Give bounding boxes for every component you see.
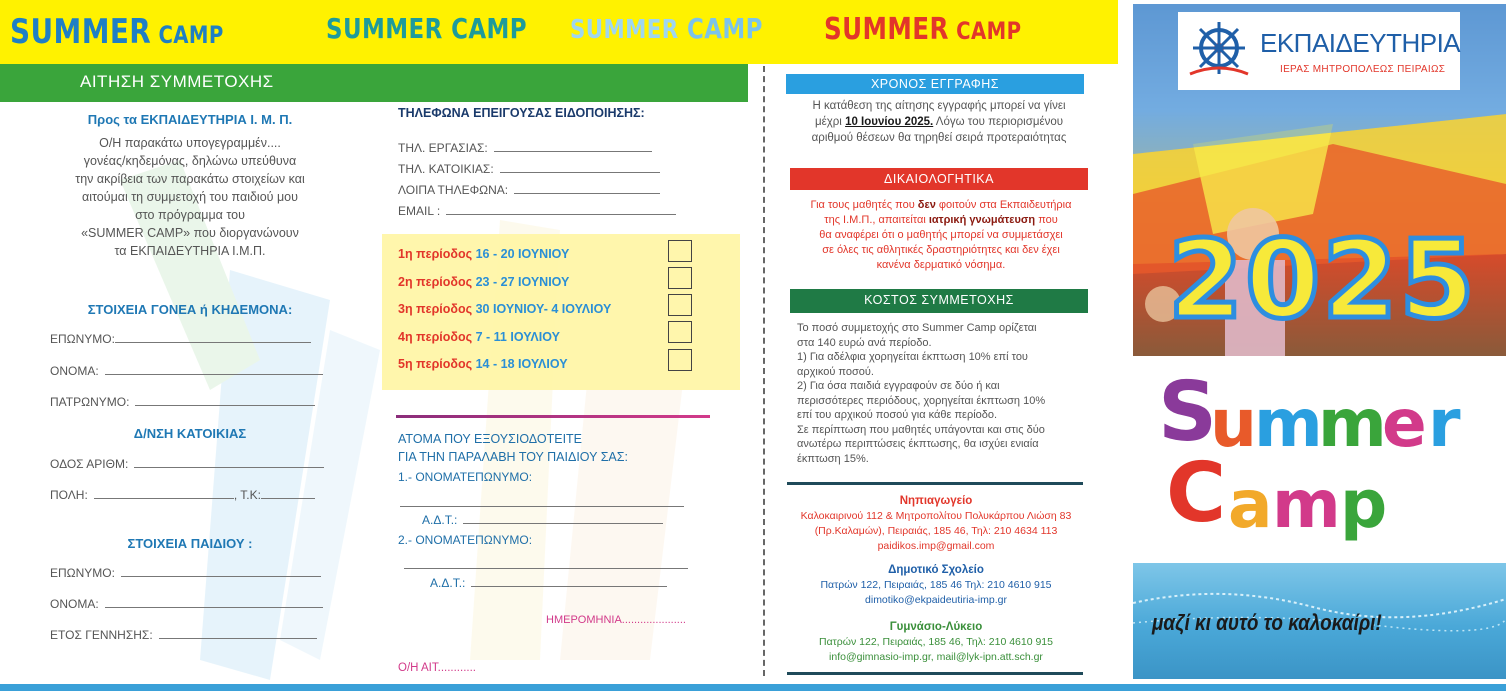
addressee: Προς τα ΕΚΠΑΙΔΕΥΤΗΡΙΑ Ι. Μ. Π.	[87, 112, 293, 127]
pickup-person-1-line	[400, 506, 684, 507]
letter-e: e	[1382, 385, 1427, 462]
parent-section-title: ΣΤΟΙΧΕΙΑ ΓΟΝΕΑ ή ΚΗΔΕΜΟΝΑ:	[87, 302, 293, 317]
logo-subtitle: ΙΕΡΑΣ ΜΗΤΡΟΠΟΛΕΩΣ ΠΕΙΡΑΙΩΣ	[1280, 64, 1446, 75]
period-4-checkbox[interactable]	[668, 321, 692, 343]
pickup-id-2-field[interactable]: Α.Δ.Τ.:	[430, 576, 667, 590]
work-phone-field[interactable]: ΤΗΛ. ΕΡΓΑΣΙΑΣ:	[398, 141, 652, 155]
letter-a: a	[1228, 466, 1273, 543]
kindergarten-contact: Νηπιαγωγείο Καλοκαιρινού 112 & Μητροπολίτου Πολυκάρπου Λιώση 83 (Πρ.Καλαμών), Πειραιάς, 185 46, Τηλ: 210 4634 113 paidikos.imp@gmail.com	[800, 495, 1072, 552]
fold-line	[763, 66, 765, 676]
letter-p: p	[1340, 466, 1388, 543]
banner-summer-camp-4: SUMMER CAMP	[824, 12, 1022, 47]
contacts-top-rule	[787, 482, 1083, 485]
letter-m2: m	[1318, 385, 1387, 462]
banner-summer-camp-1: SUMMER CAMP	[10, 12, 224, 52]
period-4: 4η περίοδος 7 - 11 ΙΟΥΛΙΟΥ	[398, 330, 560, 344]
documents-title: ΔΙΚΑΙΟΛΟΓΗΤΙΚΑ	[790, 168, 1088, 190]
father-name-field[interactable]: ΠΑΤΡΩΝΥΜΟ:	[50, 395, 315, 409]
period-2: 2η περίοδος 23 - 27 ΙΟΥΝΙΟΥ	[398, 275, 570, 289]
primary-contact: Δημοτικό Σχολείο Πατρών 122, Πειραιάς, 185 46 Τηλ: 210 4610 915 dimotiko@ekpaideutiria-imp.gr	[820, 564, 1052, 606]
pickup-person-1-field[interactable]: 1.- ΟΝΟΜΑΤΕΠΩΝΥΜΟ:	[398, 470, 533, 484]
school-logo	[1178, 12, 1460, 90]
documents-text: Για τους μαθητές που δεν φοιτούν στα Εκπαιδευτήρια της Ι.Μ.Π., απαιτείται ιατρική γνωμάτευση που θα αναφέρει ότι ο μαθητής μπορεί να συμμετάσχει σε όλες τις αθλητικές δραστηριότητες και δεν έχει κανένα δερματικό νόσημα.	[810, 199, 1072, 271]
bottom-strip	[0, 684, 1506, 691]
letter-m3: m	[1272, 466, 1341, 543]
cost-text: Το ποσό συμμετοχής στο Summer Camp ορίζεται στα 140 ευρώ ανά περίοδο. 1) Για αδέλφια χορηγείται έκπτωση 10% επί του αρχικού ποσού. 2) Για όσα παιδιά εγγραφούν σε δύο ή και περισσότερες περιόδους, χορηγείται έκπτωση 10% επί του αρχικού ποσού για κάθε περίοδο. Σε περίπτωση που μαθητές υπάγονται και στις δύο ανωτέρω περιπτώσεις έκπτωσης, θα ισχύει ενιαία έκπτωση 15%.	[797, 322, 1046, 465]
logo-title: ΕΚΠΑΙΔΕΥΤΗΡΙΑ	[1260, 28, 1461, 58]
child-name-field[interactable]: ΟΝΟΜΑ:	[50, 597, 323, 611]
banner-summer-camp-2: SUMMER CAMP	[326, 12, 528, 45]
cost-title: ΚΟΣΤΟΣ ΣΥΜΜΕΤΟΧΗΣ	[790, 289, 1088, 313]
pickup-id-1-field[interactable]: Α.Δ.Τ.:	[422, 513, 663, 527]
other-phones-field[interactable]: ΛΟΙΠΑ ΤΗΛΕΦΩΝΑ:	[398, 183, 660, 197]
period-5-checkbox[interactable]	[668, 349, 692, 371]
period-3-checkbox[interactable]	[668, 294, 692, 316]
child-surname-field[interactable]: ΕΠΩΝΥΜΟ:	[50, 566, 321, 580]
intro-text: Ο/Η παρακάτω υπογεγραμμέν.... γονέας/κηδεμόνας, δηλώνω υπεύθυνα την ακρίβεια των παρακάτω στοιχείων και αιτούμαι τη συμμετοχή του παιδιού μου στο πρόγραμμα του «SUMMER CAMP» που διοργανώνουν τα ΕΚΠΑΙΔΕΥΤΗΡΙΑ Ι.Μ.Π.	[75, 136, 305, 258]
letter-m1: m	[1254, 385, 1323, 462]
letter-u: u	[1210, 385, 1257, 462]
city-postcode-field[interactable]: ΠΟΛΗ: , Τ.Κ:	[50, 488, 315, 502]
street-field[interactable]: ΟΔΟΣ ΑΡΙΘΜ:	[50, 457, 324, 471]
pickup-person-2-line	[404, 568, 688, 569]
slogan: μαζί κι αυτό το καλοκαίρι!	[1152, 610, 1382, 635]
phones-section-title: ΤΗΛΕΦΩΝΑ ΕΠΕΙΓΟΥΣΑΣ ΕΙΔΟΠΟΙΗΣΗΣ:	[398, 106, 645, 120]
pickup-title: ΑΤΟΜΑ ΠΟΥ ΕΞΟΥΣΙΟΔΟΤΕΙΤΕ ΓΙΑ ΤΗΝ ΠΑΡΑΛΑΒΗ ΤΟΥ ΠΑΙΔΙΟΥ ΣΑΣ:	[398, 432, 628, 464]
child-section-title: ΣΤΟΙΧΕΙΑ ΠΑΙΔΙΟΥ :	[127, 536, 253, 551]
period-1: 1η περίοδος 16 - 20 ΙΟΥΝΙΟΥ	[398, 247, 570, 261]
date-field[interactable]: ΗΜΕΡΟΜΗΝΙΑ.....................	[546, 614, 686, 626]
parent-name-field[interactable]: ΟΝΟΜΑ:	[50, 364, 323, 378]
registration-text: Η κατάθεση της αίτησης εγγραφής μπορεί να γίνει μέχρι 10 Ιουνίου 2025. Λόγω του περιορισμένου αριθμού θέσεων θα τηρηθεί σειρά προτεραιότητας	[811, 100, 1067, 144]
application-title: ΑΙΤΗΣΗ ΣΥΜΜΕΤΟΧΗΣ	[80, 72, 274, 91]
application-title-bar	[0, 64, 748, 102]
banner-summer-camp-3: SUMMER CAMP	[570, 12, 763, 45]
letter-r: r	[1428, 385, 1461, 462]
letter-C: C	[1166, 446, 1227, 541]
email-field[interactable]: EMAIL :	[398, 204, 676, 218]
letter-S: S	[1158, 365, 1218, 460]
period-2-checkbox[interactable]	[668, 267, 692, 289]
parent-surname-field[interactable]: ΕΠΩΝΥΜΟ:	[50, 332, 311, 346]
address-section-title: Δ/ΝΣΗ ΚΑΤΟΙΚΙΑΣ	[133, 426, 247, 441]
year-2025: 2025	[1168, 218, 1477, 343]
home-phone-field[interactable]: ΤΗΛ. ΚΑΤΟΙΚΙΑΣ:	[398, 162, 660, 176]
birth-year-field[interactable]: ΕΤΟΣ ΓΕΝΝΗΣΗΣ:	[50, 628, 317, 642]
registration-title: ΧΡΟΝΟΣ ΕΓΓΡΑΦΗΣ	[786, 74, 1084, 94]
contacts-bottom-rule	[787, 672, 1083, 675]
pickup-person-2-field[interactable]: 2.- ΟΝΟΜΑΤΕΠΩΝΥΜΟ:	[398, 533, 533, 547]
pickup-divider	[396, 415, 710, 418]
period-5: 5η περίοδος 14 - 18 ΙΟΥΛΙΟΥ	[398, 357, 568, 371]
signature-field[interactable]: Ο/Η ΑΙΤ............	[398, 662, 476, 674]
period-1-checkbox[interactable]	[668, 240, 692, 262]
secondary-contact: Γυμνάσιο-Λύκειο Πατρών 122, Πειραιάς, 185 46, Τηλ: 210 4610 915 info@gimnasio-imp.gr, mail@lyk-ipn.att.sch.gr	[819, 621, 1053, 663]
period-3: 3η περίοδος 30 ΙΟΥΝΙΟΥ- 4 ΙΟΥΛΙΟΥ	[398, 302, 612, 316]
ship-wheel-icon	[1186, 18, 1252, 82]
